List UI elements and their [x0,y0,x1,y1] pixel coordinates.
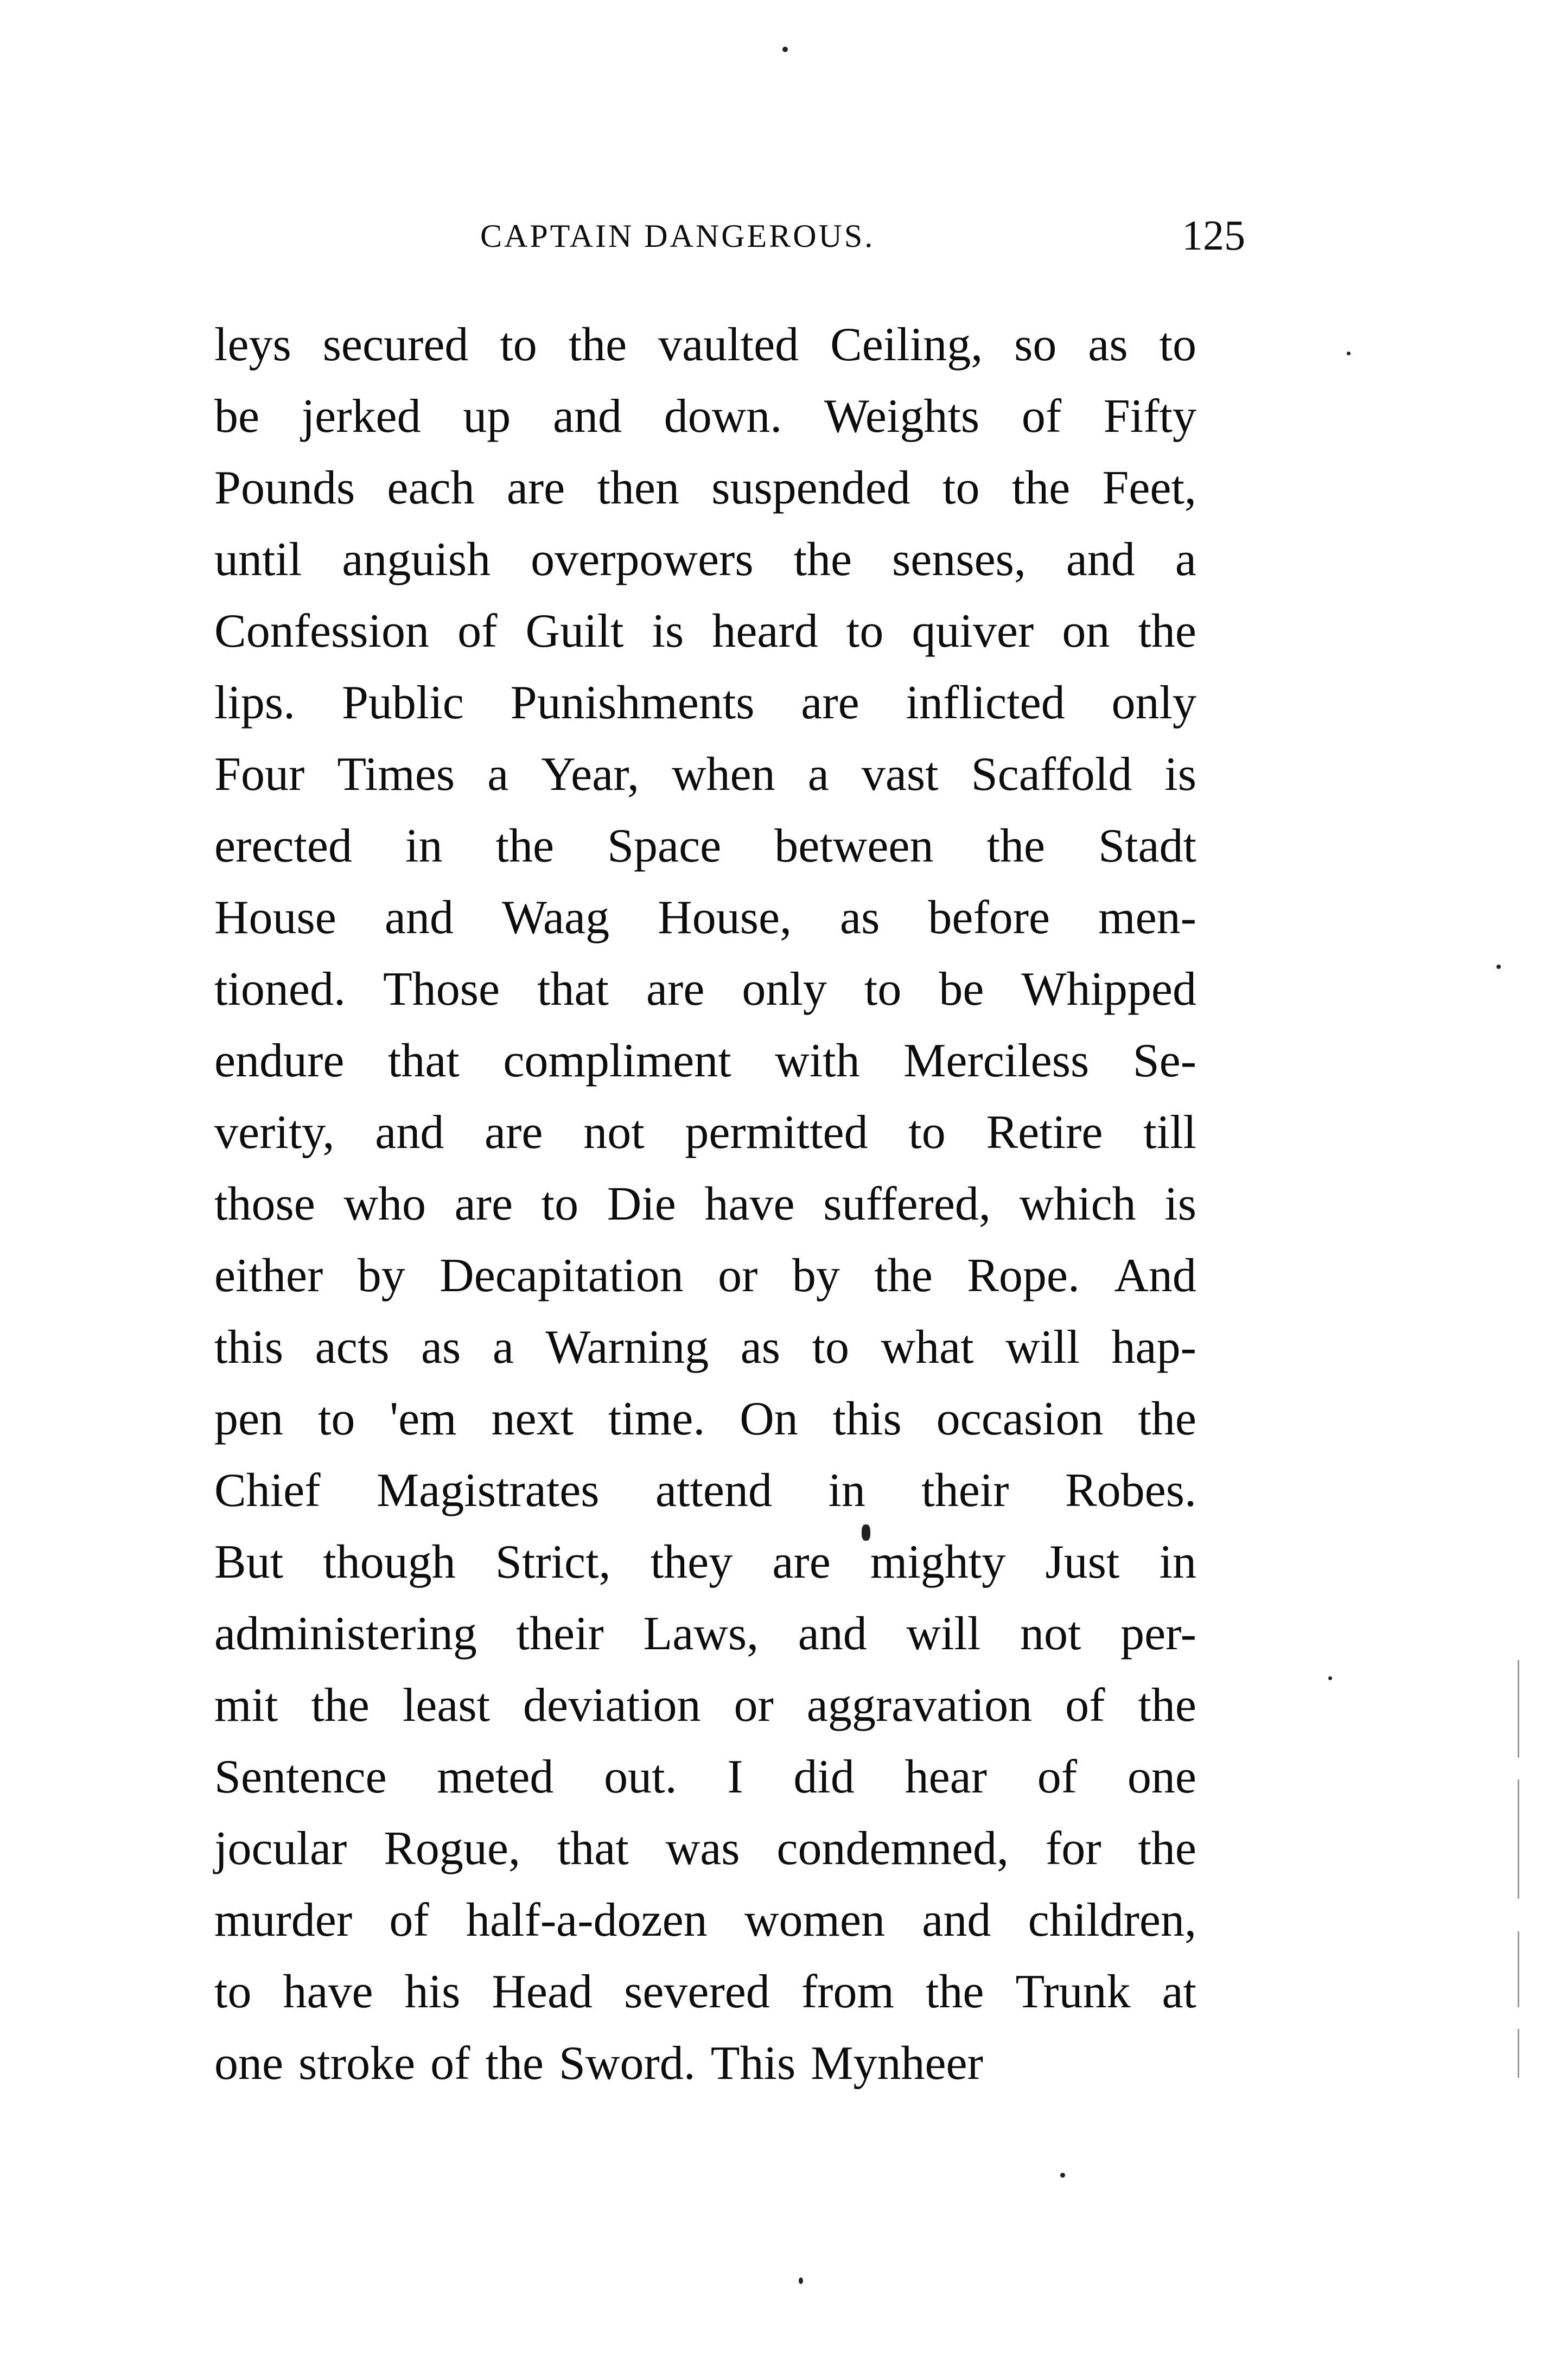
word: suspended [711,462,910,514]
word: to [846,605,884,658]
text-line [214,1813,1196,1885]
word: of [1021,390,1062,443]
scan-speck [1328,1676,1332,1680]
word: a [492,1321,514,1374]
word: each [387,462,475,514]
word: heard [712,605,818,658]
word: though [323,1536,456,1588]
text-line [214,1097,1196,1169]
word: Those [383,963,500,1016]
word: the [793,533,852,586]
word: be [214,390,260,443]
word: Confession [214,605,429,658]
word: inflicted [906,677,1065,729]
word: which [1019,1178,1136,1230]
margin-rule [1518,2029,1519,2078]
word: Laws, [643,1607,759,1660]
word: endure [214,1035,345,1087]
word: to [541,1178,579,1230]
word: senses, [892,533,1026,586]
text-line [214,2028,1196,2100]
word: a [487,748,509,801]
word: Feet, [1102,462,1196,514]
word: this [832,1393,902,1445]
word: On [740,1393,798,1445]
word: and [375,1106,444,1159]
word: did [793,1751,855,1803]
word: least [402,1679,491,1732]
word: as [740,1321,781,1374]
word: Guilt [525,605,624,658]
word: Weights [824,390,980,443]
word: are [506,462,565,514]
word: as [421,1321,461,1374]
word: Magistrates [376,1464,600,1517]
word: Head [492,1966,593,2018]
word: And [1114,1249,1196,1302]
word: Scaffold [971,748,1132,801]
word: Space [607,820,722,872]
word: by [357,1249,405,1302]
text-line [214,1956,1196,2028]
word: what [881,1321,974,1374]
text-line [214,667,1196,739]
word: his [404,1966,461,2018]
word: as [840,891,880,944]
scan-speck [862,1524,870,1541]
word: to [317,1393,355,1445]
word: mit [214,1679,278,1732]
word: next [491,1393,574,1445]
word: Pounds [214,462,355,514]
word: to [214,1966,252,2018]
word: those [214,1178,315,1230]
word: Trunk [1015,1966,1131,2018]
running-head [214,212,1245,260]
word: severed [624,1966,770,2018]
word: Punishments [510,677,755,729]
word: will [906,1607,981,1660]
word: Fifty [1103,390,1196,443]
word: from [801,1966,894,2018]
word: not [583,1106,645,1159]
word: for [1045,1822,1101,1875]
word: Times [337,748,455,801]
word: tioned. [214,963,346,1016]
word: that [387,1035,460,1087]
word: Whipped [1021,963,1196,1016]
text-line [214,1527,1196,1598]
word: jerked [301,390,421,443]
word: to [908,1106,946,1159]
margin-rule [1518,1779,1519,1899]
text-line [214,954,1196,1025]
word: hear [905,1751,988,1803]
word: erected [214,820,352,872]
word: on [1062,605,1110,658]
word: leys [214,318,291,371]
word: and [798,1607,867,1660]
word: Robes. [1065,1464,1196,1517]
word: is [652,605,684,658]
word: of [430,2037,470,2090]
word: is [1164,748,1196,801]
word: 'em [390,1393,457,1445]
word: are [646,963,705,1016]
word: to [812,1321,850,1374]
word: occasion [936,1393,1104,1445]
word: murder [214,1894,353,1947]
word: Mynheer [811,2037,983,2090]
word: the [986,820,1046,872]
word: only [1111,677,1196,729]
word: the [495,820,555,872]
word: Stadt [1098,820,1196,872]
word: to [1159,318,1196,371]
word: until [214,533,302,586]
word: Year, [541,748,640,801]
text-line [214,1312,1196,1383]
word: Die [607,1178,676,1230]
word: in [405,820,443,872]
word: till [1143,1106,1196,1159]
word: of [389,1894,429,1947]
word: are [772,1536,831,1588]
word: to [500,318,537,371]
word: Sword. [558,2037,696,2090]
word: jocular [214,1822,347,1875]
word: and [922,1894,991,1947]
margin-rule [1518,1931,1519,2007]
word: of [1037,1751,1078,1803]
text-line [214,1455,1196,1527]
word: Decapitation [440,1249,684,1302]
word: But [214,1536,284,1588]
text-line [214,1885,1196,1956]
word: Public [341,677,464,729]
word: meted [437,1751,554,1803]
word: one [1127,1751,1196,1803]
word: in [1159,1536,1196,1588]
word: are [454,1178,513,1230]
word: when [672,748,775,801]
word: so [1014,318,1057,371]
word: their [921,1464,1009,1517]
scan-speck [1060,2173,1065,2178]
word: Retire [986,1106,1103,1159]
running-title: CAPTAIN DANGEROUS. [480,218,875,254]
word: that [557,1822,629,1875]
body-text [214,309,1196,2100]
word: of [457,605,498,658]
word: the [874,1249,933,1302]
word: have [704,1178,795,1230]
word: a [807,748,829,801]
word: condemned, [776,1822,1009,1875]
word: half-a-dozen [466,1894,708,1947]
word: be [939,963,984,1016]
text-line [214,1240,1196,1312]
word: per- [1120,1607,1196,1660]
word: Chief [214,1464,321,1517]
text-line [214,596,1196,667]
word: Rogue, [384,1822,520,1875]
word: that [537,963,609,1016]
text-line [214,1169,1196,1240]
scan-speck [1347,352,1351,355]
word: suffered, [823,1178,991,1230]
word: to [864,963,902,1016]
word: lips. [214,677,296,729]
word: Waag [501,891,610,944]
word: Sentence [214,1751,387,1803]
word: the [311,1679,370,1732]
word: stroke [298,2037,416,2090]
word: was [665,1822,740,1875]
word: before [928,891,1050,944]
text-line [214,452,1196,524]
word: I [727,1751,743,1803]
word: at [1162,1966,1196,2018]
word: overpowers [531,533,754,586]
word: or [718,1249,758,1302]
word: House [214,891,336,944]
word: acts [315,1321,390,1374]
word: the [1138,1393,1196,1445]
word: a [1175,533,1196,586]
word: and [1066,533,1135,586]
text-line [214,1741,1196,1813]
text-line [214,524,1196,596]
margin-rule [1518,1660,1519,1758]
text-line [214,882,1196,954]
word: women [744,1894,885,1947]
word: the [925,1966,984,2018]
word: by [792,1249,840,1302]
word: and [384,891,454,944]
word: they [650,1536,733,1588]
word: or [734,1679,774,1732]
text-line [214,1670,1196,1741]
word: to [942,462,980,514]
word: the [1138,605,1196,658]
word: Just [1045,1536,1120,1588]
word: will [1005,1321,1080,1374]
word: quiver [912,605,1034,658]
word: vast [861,748,939,801]
word: one [214,2037,284,2090]
text-line [214,739,1196,811]
word: is [1164,1178,1196,1230]
word: out. [604,1751,677,1803]
word: either [214,1249,323,1302]
word: up [463,390,511,443]
word: the [485,2037,544,2090]
word: This [710,2037,796,2090]
word: are [801,677,859,729]
text-line [214,811,1196,882]
page-number: 125 [1182,212,1245,259]
word: children, [1028,1894,1196,1947]
word: the [1138,1822,1196,1875]
word: between [774,820,934,872]
word: the [1138,1679,1196,1732]
word: their [516,1607,604,1660]
scan-speck [1496,965,1501,969]
word: men- [1098,891,1196,944]
word: and [552,390,622,443]
word: the [1011,462,1071,514]
word: in [828,1464,865,1517]
word: compliment [503,1035,731,1087]
word: Rope. [967,1249,1080,1302]
word: deviation [523,1679,701,1732]
word: with [775,1035,860,1087]
word: administering [214,1607,477,1660]
word: vaulted [658,318,799,371]
word: who [343,1178,426,1230]
word: verity, [214,1106,335,1159]
word: permitted [685,1106,868,1159]
word: not [1020,1607,1081,1660]
word: the [568,318,627,371]
word: aggravation [806,1679,1033,1732]
word: of [1065,1679,1105,1732]
text-line [214,381,1196,452]
word: then [597,462,679,514]
word: anguish [342,533,491,586]
text-line [214,1025,1196,1097]
word: hap- [1111,1321,1196,1374]
word: secured [322,318,469,371]
word: are [485,1106,543,1159]
scan-speck [782,47,788,52]
word: Four [214,748,305,801]
word: Warning [545,1321,709,1374]
text-line [214,309,1196,381]
word: this [214,1321,284,1374]
word: Strict, [495,1536,611,1588]
word: House, [658,891,792,944]
word: have [283,1966,373,2018]
word: only [742,963,827,1016]
text-line [214,1383,1196,1455]
scan-speck [799,2277,803,2284]
word: down. [664,390,782,443]
word: Ceiling, [830,318,983,371]
word: mighty [870,1536,1006,1588]
word: as [1088,318,1128,371]
word: time. [608,1393,705,1445]
text-line [214,1598,1196,1670]
word: Se- [1132,1035,1196,1087]
word: pen [214,1393,284,1445]
word: attend [655,1464,772,1517]
word: Merciless [903,1035,1090,1087]
